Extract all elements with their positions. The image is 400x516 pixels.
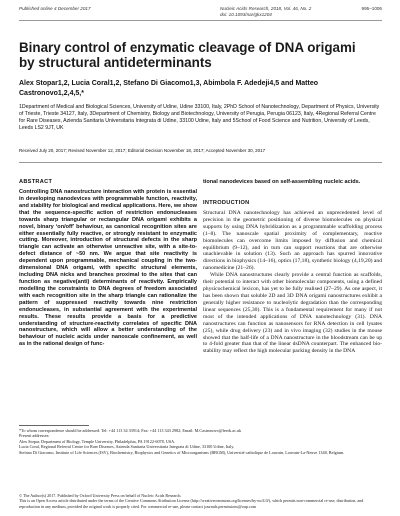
copyright-line: © The Author(s) 2017. Published by Oxford University Press on behalf of Nucleic Acids Research. — [19, 493, 182, 498]
abstract-text: Controlling DNA nanostructure interaction with protein is essential in developing nanodevices with programmable function, reactivity, and stability for biological and medical applications. Here, we show that the sequence-specific action of restriction endonucleases towards sharp triangular or rectangular DNA origami exhibits a novel, binary ‘on/off’ behaviour, as canonical recognition sites are either essentially fully reactive, or strongly resistant to enzymatic cutting. Moreover, introduction of structural defects in the sharp triangle can activate an otherwise unreactive site, with a site-to-defect distance of ~50 nm. We argue that site reactivity is dependent upon programmable, mechanical coupling in the two-dimensional DNA origami, with specific structural elements, including DNA nicks and branches proximal to the sites that can function as negative(anti) determinants of reactivity. Empirically modelling the constraints to DNA degrees of freedom associated with each recognition site in the sharp triangle can rationalize the pattern of suppressed reactivity towards nine restriction endonucleases, in substantial agreement with the experimental results. These results provide a basis for a predictive understanding of structure-reactivity correlates of specific DNA nanostructure, which will allow a better understanding of the behaviour of nucleic acids under nanoscale confinement, as well as in the rational design of func- — [19, 189, 197, 348]
journal-line: Nucleic Acids Research, 2018, Vol. 46, No. 2 — [220, 6, 312, 11]
present-address-digiacomo: Stefano Di Giacomo, Institute of Life Sciences (ISV), Biochemistry, Biophysics and Genetics of Microorganisms (BBGM), Université catholique de Louvain, Louvain-La-Neuve 1348, Belgium. — [19, 449, 345, 455]
present-addresses-label: Present addresses: — [19, 433, 50, 439]
doi: doi: 10.1093/nar/gkx1204 — [220, 12, 272, 17]
received-rule — [19, 162, 382, 163]
intro-paragraph-1: Structural DNA nanotechnology has achieved an unprecedented level of precision in the geometric positioning of diverse biomolecules on physical supports by using DNA hybridization as a programmable scaffolding process (1–8). The nanoscale spatial proximity of complementary, reactive biomolecules can overcome limits imposed by diffusion and chemical equilibrium (9–12), and in turn can support reactions that are otherwise unachievable in solution (13). Such an approach has spurred innovative directions in biophysics (14–16), optics (17,18), synthetic biology (4,19,20) and nanomedicine (21–26). — [203, 209, 382, 272]
received-dates: Received July 20, 2017; Revised November 12, 2017; Editorial Decision November 18, 2017; Accepted November 30, 2017 — [19, 148, 266, 153]
intro-paragraph-2: While DNA nanostructures clearly provide a central function as scaffolds, their potential to interact with other biomolecular components, using a defined physicochemical lexicon, has yet to be fully realised (27–29). As one aspect, it has been shown that soluble 2D and 3D DNA origami nanostructures exhibit a generally higher resistance to nucleolytic degradation than the corresponding linear sequences (25,30). This is a fundamental requirement for many if not most of the intended applications of DNA nanotechnology (31). DNA nanostructures can function as nanosensors for RNA detection in cell lysates (25), while drug delivery (23) and in vivo imaging (32) studies in the mouse showed that the half-life of a DNA nanostructure in the bloodstream can be up to 4-fold greater than that of the linear dsDNA counterpart. The enhanced bio-stability may reflect the high molecular packing density in the DNA — [203, 272, 382, 355]
footnotes — [19, 428, 381, 455]
present-address-stopar: Alex Stopar, Department of Biology, Temple University, Philadelphia, PA 19122-6078, USA. — [19, 438, 176, 444]
author-list: Alex Stopar1,2, Lucia Coral1,2, Stefano Di Giacomo1,3, Abimbola F. Adedeji4,5 and Matteo Castronovo1,2,4,5,* — [19, 80, 319, 97]
affiliations: 1Department of Medical and Biological Sciences, University of Udine, Udine 33100, Italy, 2PhD School of Nanotechnology, Department of Physics, University of Trieste, Trieste 34127, Italy, 3Department of Chemistry, Biology and Biotechnology, University of Perugia, Perugia 06123, Italy, 4Regional Referral Centre for Rare Diseases, Azienda Sanitaria Universitaria Integrata di Udine, 33100 Udine, Italy and 5School of Food Science and Nutrition, University of Leeds, Leeds LS2 9JT, UK — [19, 104, 380, 132]
present-address-coral: Lucia Coral, Regional Referral Centre for Rare Diseases, Azienda Sanitaria Universitaria Integrata di Udine, 33100 Udine, Italy. — [19, 444, 235, 450]
left-column — [19, 179, 197, 348]
footnote-rule — [19, 425, 89, 426]
correspondence-note: *To whom correspondence should be addressed. Tel: +44 113 34 33914; Fax: +44 113 343 2982; Email: M.Castronovo@leeds.ac.uk — [19, 428, 242, 433]
copyright-notice — [19, 493, 381, 509]
license-text: This is an Open Access article distributed under the terms of the Creative Commons Attribution License (http://creativecommons.org/licenses/by-nc/4.0/), which permits non-commercial re-use, distribution, and reproduction in any medium, provided the original work is properly cited. For commercial re-use, please contact journals.permissions@oup.com — [19, 498, 364, 509]
abstract-continued: tional nanodevices based on self-assembling nucleic acids. — [203, 179, 361, 185]
header-rule — [19, 20, 382, 21]
right-column — [203, 179, 382, 355]
published-date: Published online 4 December 2017 — [19, 6, 91, 11]
journal-header — [220, 6, 382, 18]
paper-title: Binary control of enzymatic cleavage of DNA origami by structural antideterminants — [19, 40, 356, 70]
abstract-heading: ABSTRACT — [19, 179, 53, 185]
page-range: 995–1006 — [361, 6, 382, 11]
introduction-heading: INTRODUCTION — [203, 199, 250, 206]
